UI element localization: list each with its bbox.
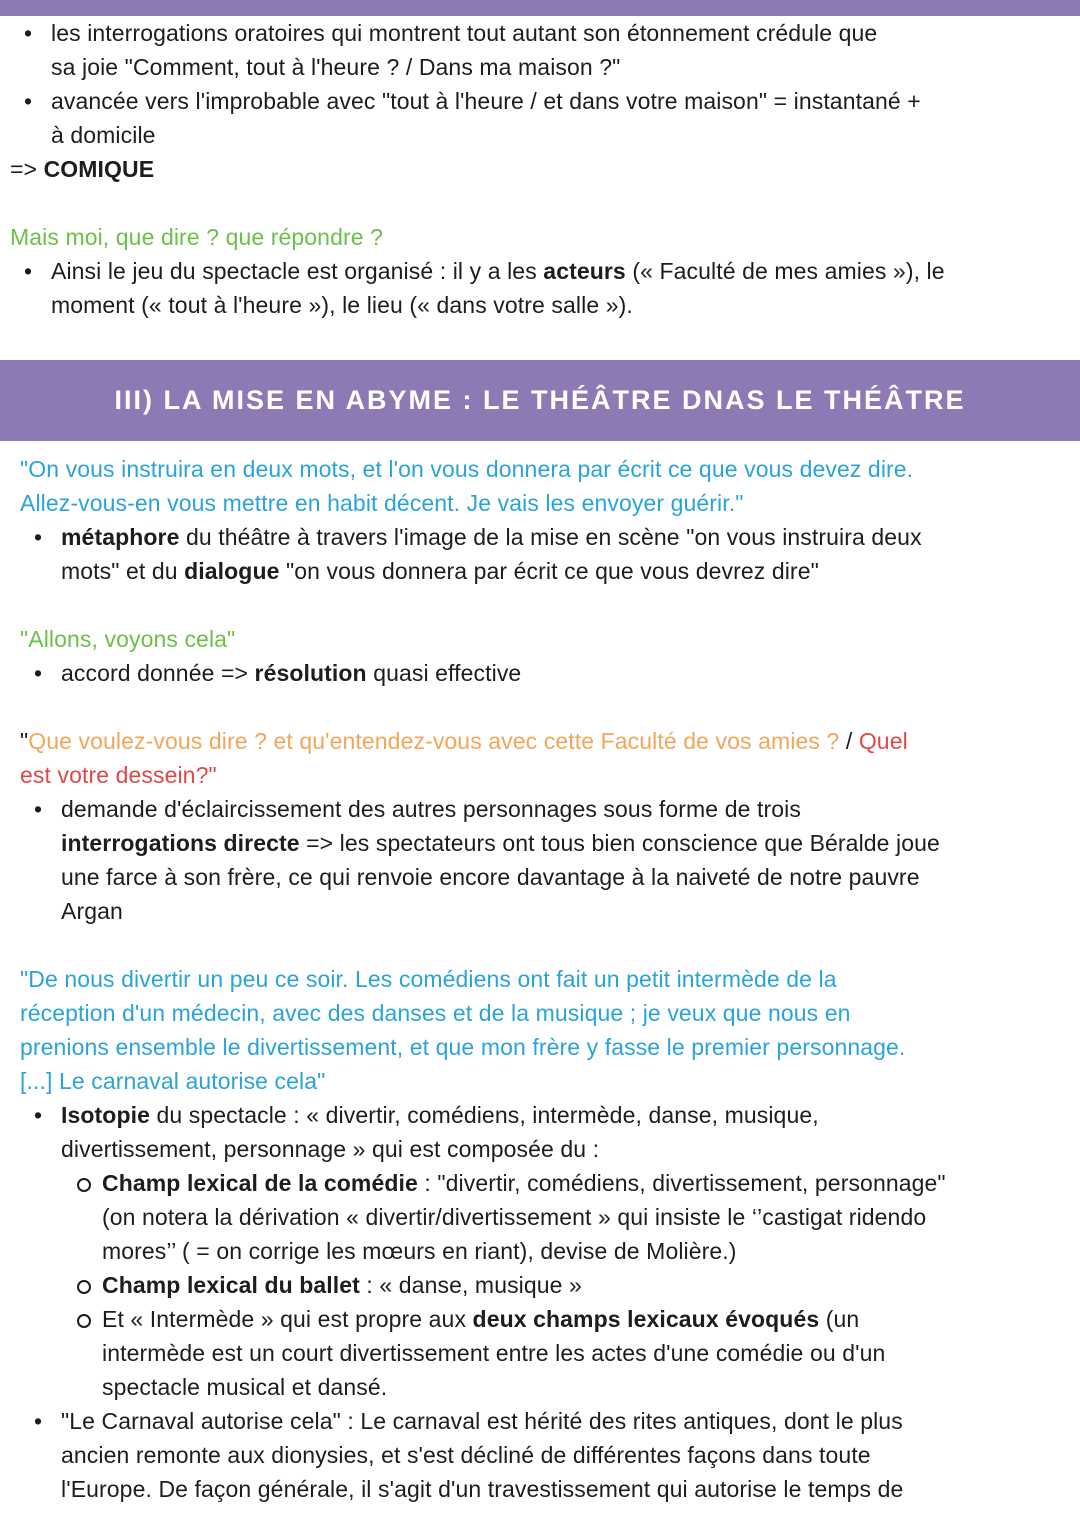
bold-span: interrogations directe <box>61 830 300 856</box>
text-span: "on vous donnera par écrit ce que vous devrez dire" <box>279 558 819 584</box>
text-line: l'Europe. De façon générale, il s'agit d'un travestissement qui autorise le temps de <box>61 1476 904 1502</box>
bullet-dot: • <box>34 1102 43 1128</box>
slash: / <box>839 728 859 754</box>
text-line <box>61 826 940 860</box>
sub-bullet-circle <box>77 1178 91 1192</box>
quote-line: "On vous instruira en deux mots, et l'on vous donnera par écrit ce que vous devez dire. <box>20 456 914 482</box>
text-span: (« Faculté de mes amies »), le <box>625 258 945 284</box>
bold-span: Champ lexical de la comédie <box>102 1170 418 1196</box>
quote-line: "De nous divertir un peu ce soir. Les comédiens ont fait un petit intermède de la <box>20 966 837 992</box>
text-span: : "divertir, comédiens, divertissement, personnage" <box>417 1170 946 1196</box>
text-line <box>102 1268 582 1302</box>
bullet-dot: • <box>24 258 33 284</box>
text-span: du spectacle : « divertir, comédiens, intermède, danse, musique, <box>149 1102 819 1128</box>
text-line: spectacle musical et dansé. <box>102 1374 388 1400</box>
quote-line: "Allons, voyons cela" <box>20 626 236 652</box>
text-span: accord donnée => <box>61 660 255 686</box>
text-line <box>102 1166 946 1200</box>
quote-red: est votre dessein? <box>20 762 209 788</box>
bold-span: dialogue <box>184 558 280 584</box>
text-span: : « danse, musique » <box>359 1272 582 1298</box>
quote-orange: Que voulez-vous dire ? et qu'entendez-vous avec cette Faculté de vos amies ? <box>28 728 840 754</box>
text-line: à domicile <box>51 122 156 148</box>
text-line: "Le Carnaval autorise cela" : Le carnaval est hérité des rites antiques, dont le plus <box>61 1408 903 1434</box>
bold-span: Isotopie <box>61 1102 150 1128</box>
text-line <box>61 656 521 690</box>
text-line: mores’’ ( = on corrige les mœurs en riant), devise de Molière.) <box>102 1238 737 1264</box>
quote-red: Quel <box>858 728 908 754</box>
bullet-dot: • <box>34 1408 43 1434</box>
bullet-dot: • <box>34 524 43 550</box>
bold-span: deux champs lexicaux évoqués <box>472 1306 820 1332</box>
text-line: Argan <box>61 898 123 924</box>
text-span: Ainsi le jeu du spectacle est organisé : il y a les <box>51 258 544 284</box>
text-line: demande d'éclaircissement des autres personnages sous forme de trois <box>61 796 801 822</box>
text-line <box>61 520 922 554</box>
text-line: une farce à son frère, ce qui renvoie encore davantage à la naiveté de notre pauvre <box>61 864 920 890</box>
bold-span: résolution <box>254 660 367 686</box>
text-span: du théâtre à travers l'image de la mise en scène "on vous instruira deux <box>179 524 922 550</box>
text-line <box>102 1302 859 1336</box>
text-line: ancien remonte aux dionysies, et s'est décliné de différentes façons dans toute <box>61 1442 871 1468</box>
bullet-dot: • <box>34 796 43 822</box>
comique-label: COMIQUE <box>43 156 155 182</box>
text-line: intermède est un court divertissement entre les actes d'une comédie ou d'un <box>102 1340 886 1366</box>
bullet-dot: • <box>24 88 33 114</box>
sub-bullet-circle <box>77 1314 91 1328</box>
quote-line: Allez-vous-en vous mettre en habit décent. Je vais les envoyer guérir." <box>20 490 744 516</box>
arrow-text: => <box>10 156 44 182</box>
text-span: mots" et du <box>61 558 185 584</box>
text-line <box>51 254 945 288</box>
section-banner <box>0 360 1080 441</box>
text-line: avancée vers l'improbable avec "tout à l'heure / et dans votre maison" = instantané + <box>51 88 921 114</box>
quote-mark: " <box>208 762 217 788</box>
text-span: (un <box>819 1306 860 1332</box>
bold-span: métaphore <box>61 524 180 550</box>
quote-line: prenions ensemble le divertissement, et que mon frère y fasse le premier personnage. <box>20 1034 906 1060</box>
quote-line: réception d'un médecin, avec des danses et de la musique ; je veux que nous en <box>20 1000 851 1026</box>
sub-bullet-circle <box>77 1280 91 1294</box>
quote-mark: " <box>20 728 29 754</box>
text-line: (on notera la dérivation « divertir/divertissement » qui insiste le ‘’castigat ridendo <box>102 1204 927 1230</box>
text-span: quasi effective <box>366 660 522 686</box>
quote-line <box>20 724 908 758</box>
text-line: sa joie "Comment, tout à l'heure ? / Dans ma maison ?" <box>51 54 621 80</box>
bullet-dot: • <box>34 660 43 686</box>
text-line <box>61 554 819 588</box>
quote-line: Mais moi, que dire ? que répondre ? <box>10 224 383 250</box>
top-color-bar <box>0 0 1080 16</box>
bold-span: acteurs <box>543 258 626 284</box>
text-span: => les spectateurs ont tous bien conscience que Béralde joue <box>299 830 940 856</box>
conclusion-line <box>10 152 154 186</box>
quote-line: [...] Le carnaval autorise cela" <box>20 1068 326 1094</box>
section-title: III) LA MISE EN ABYME : LE THÉÂTRE DNAS LE THÉÂTRE <box>114 385 966 415</box>
bold-span: Champ lexical du ballet <box>102 1272 360 1298</box>
quote-line <box>20 758 217 792</box>
text-span: Et « Intermède » qui est propre aux <box>102 1306 473 1332</box>
text-line: moment (« tout à l'heure »), le lieu (« dans votre salle »). <box>51 292 633 318</box>
text-line: les interrogations oratoires qui montrent tout autant son étonnement crédule que <box>51 20 878 46</box>
text-line: divertissement, personnage » qui est composée du : <box>61 1136 600 1162</box>
bullet-dot: • <box>24 20 33 46</box>
text-line <box>61 1098 819 1132</box>
